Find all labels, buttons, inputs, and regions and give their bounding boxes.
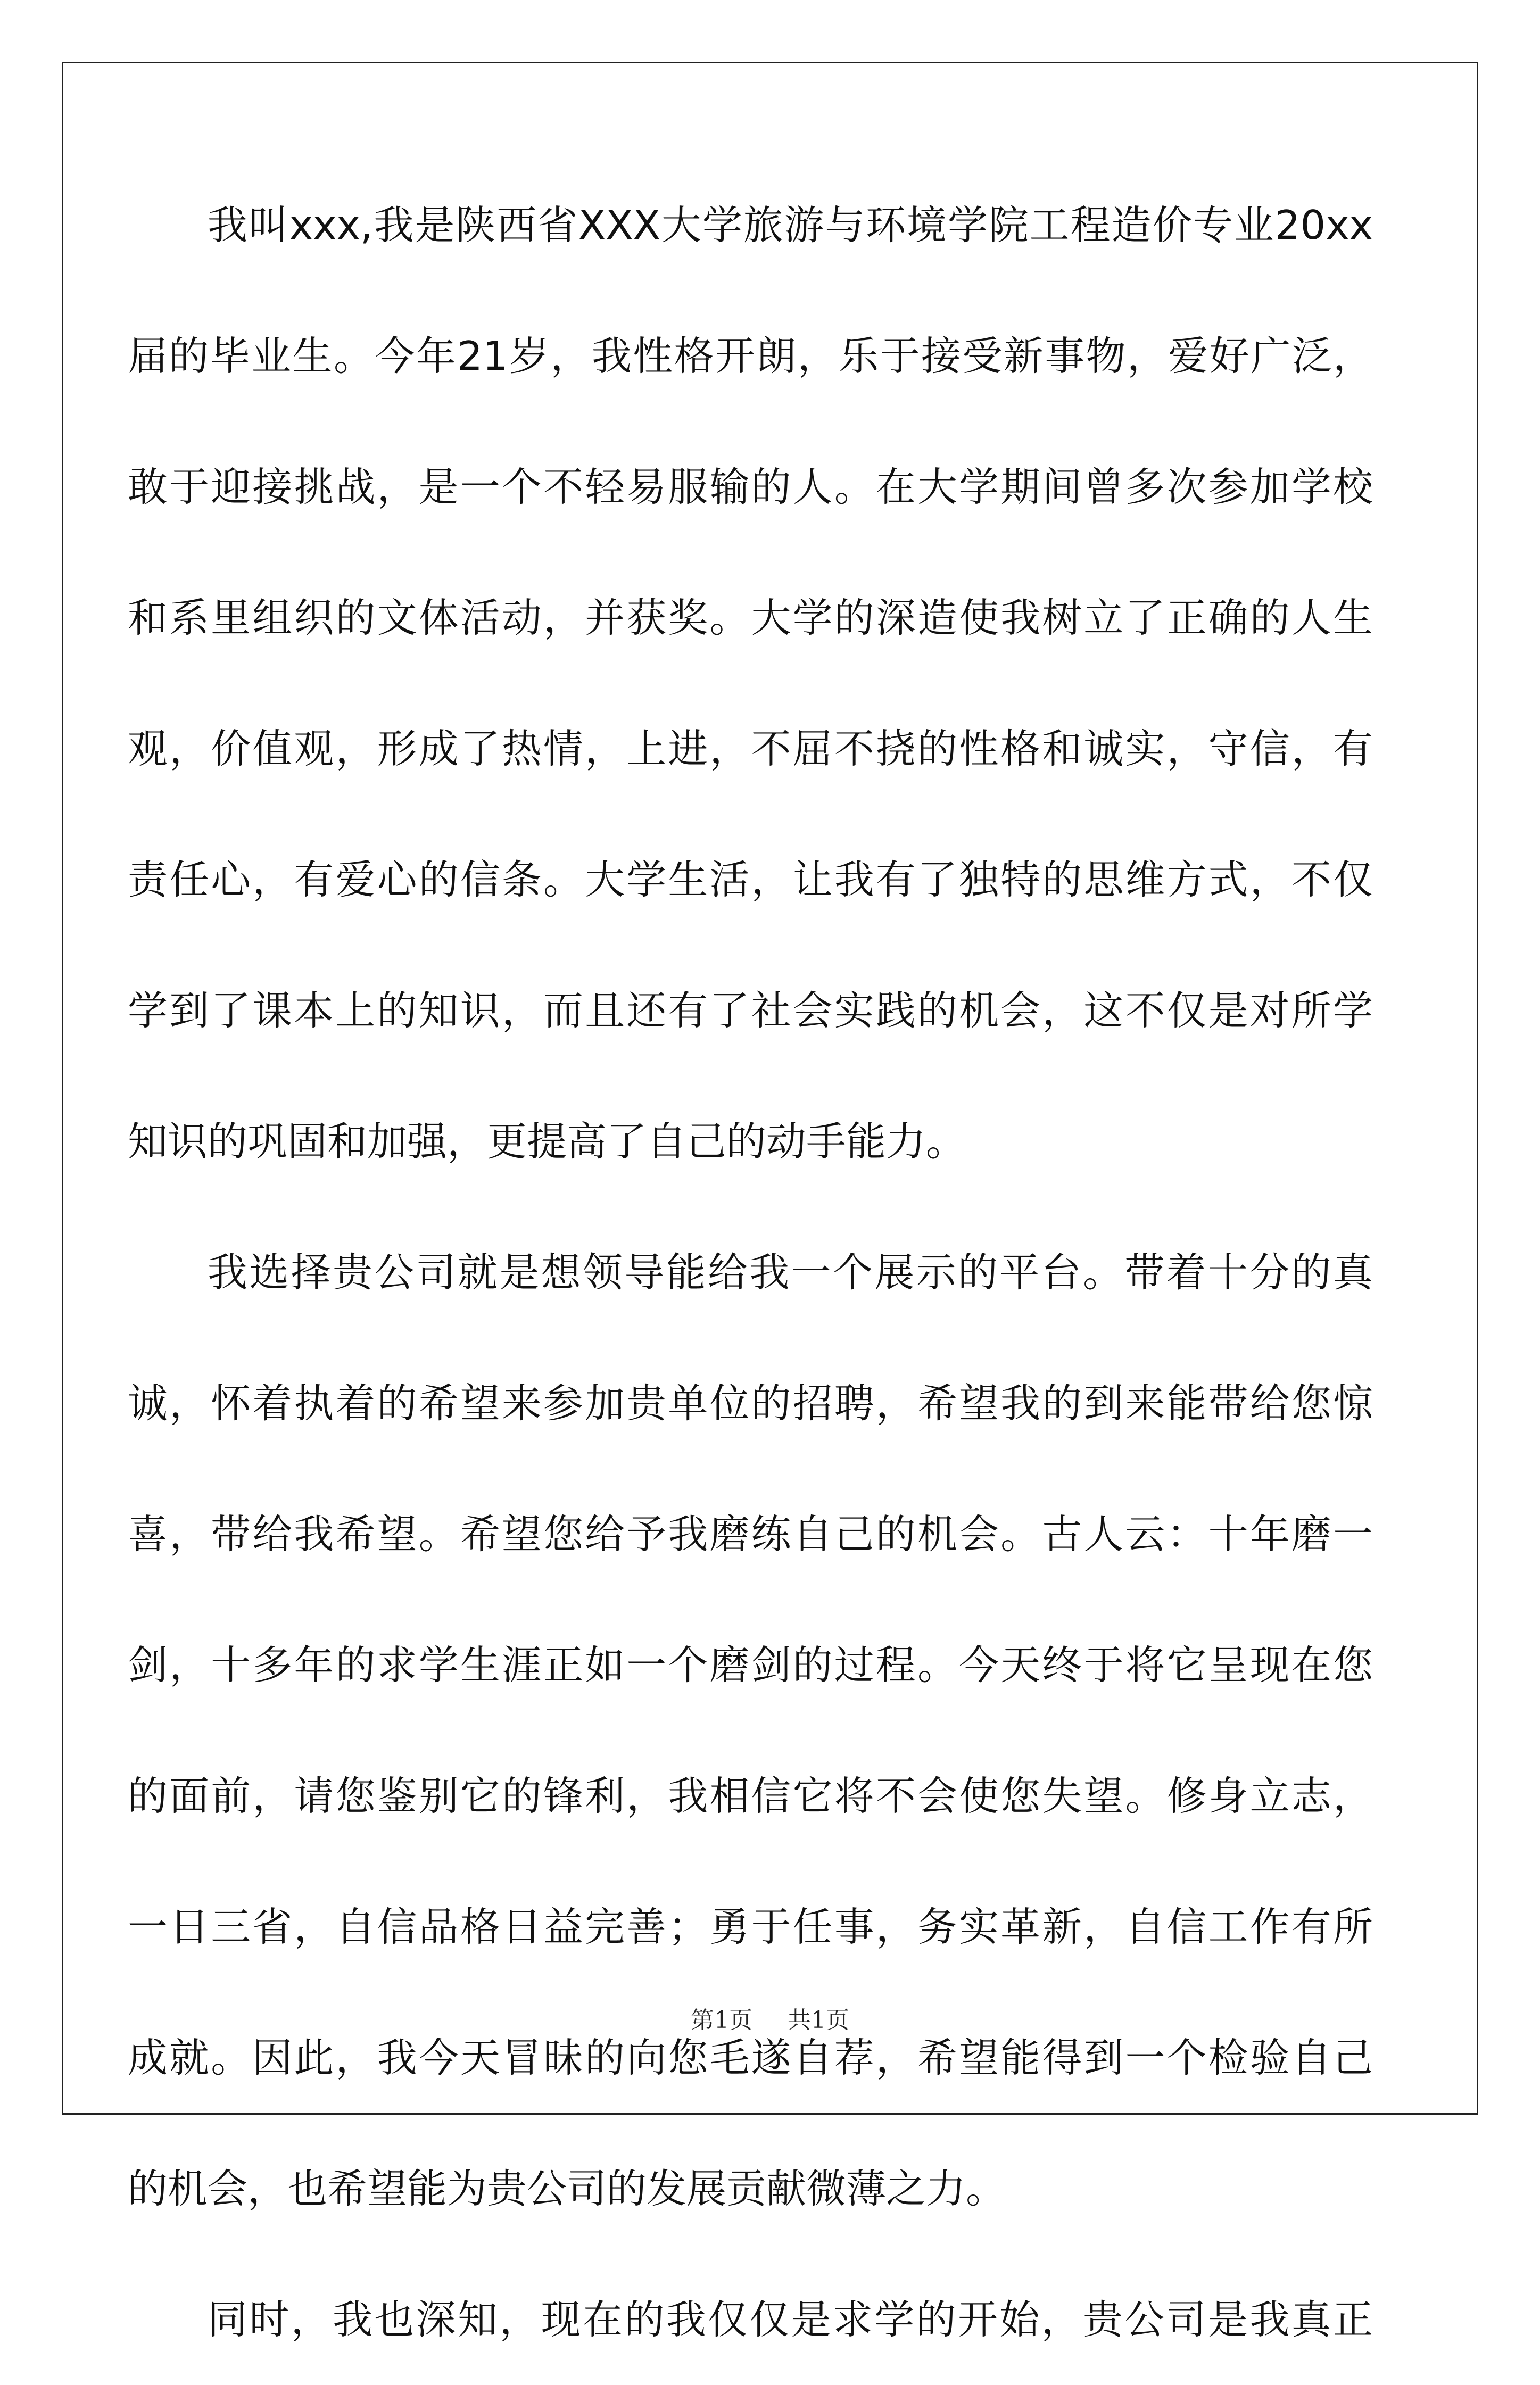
paragraph-1-line-4: 和系里组织的文体活动，并获奖。大学的深造使我树立了正确的人生 <box>128 594 1373 641</box>
paragraph-1-line-7: 学到了课本上的知识，而且还有了社会实践的机会，这不仅是对所学 <box>128 987 1373 1034</box>
paragraph-1-line-2: 届的毕业生。今年21岁，我性格开朗，乐于接受新事物，爱好广泛， <box>128 333 1373 379</box>
page-footer <box>0 2001 1540 2035</box>
paragraph-1-line-6: 责任心，有爱心的信条。大学生活，让我有了独特的思维方式，不仅 <box>128 856 1373 903</box>
paragraph-1-line-8: 知识的巩固和加强，更提高了自己的动手能力。 <box>128 1118 966 1165</box>
paragraph-2-line-4: 剑，十多年的求学生涯正如一个磨剑的过程。今天终于将它呈现在您 <box>128 1642 1373 1688</box>
document-body <box>128 160 1373 2385</box>
paragraph-1-line-1: 我叫xxx,我是陕西省XXX大学旅游与环境学院工程造价专业20xx <box>208 202 1373 249</box>
paragraph-1-line-5: 观，价值观，形成了热情，上进，不屈不挠的性格和诚实，守信，有 <box>128 725 1373 772</box>
paragraph-2-line-2: 诚，怀着执着的希望来参加贵单位的招聘，希望我的到来能带给您惊 <box>128 1380 1373 1427</box>
paragraph-2-line-8: 的机会，也希望能为贵公司的发展贡献微薄之力。 <box>128 2165 1006 2212</box>
paragraph-2-line-3: 喜，带给我希望。希望您给予我磨练自己的机会。古人云：十年磨一 <box>128 1511 1373 1558</box>
paragraph-2-line-6: 一日三省，自信品格日益完善；勇于任事，务实革新，自信工作有所 <box>128 1903 1373 1950</box>
page-number: 第1页 <box>691 2007 752 2034</box>
paragraph-2-line-5: 的面前，请您鉴别它的锋利，我相信它将不会使您失望。修身立志， <box>128 1773 1373 1819</box>
paragraph-1-line-3: 敢于迎接挑战，是一个不轻易服输的人。在大学期间曾多次参加学校 <box>128 463 1373 510</box>
paragraph-2-line-7: 成就。因此，我今天冒昧的向您毛遂自荐，希望能得到一个检验自己 <box>128 2034 1373 2081</box>
page-total: 共1页 <box>788 2007 849 2034</box>
paragraph-3-line-1: 同时，我也深知，现在的我仅仅是求学的开始，贵公司是我真正 <box>208 2296 1373 2343</box>
paragraph-2-line-1: 我选择贵公司就是想领导能给我一个展示的平台。带着十分的真 <box>208 1249 1373 1296</box>
